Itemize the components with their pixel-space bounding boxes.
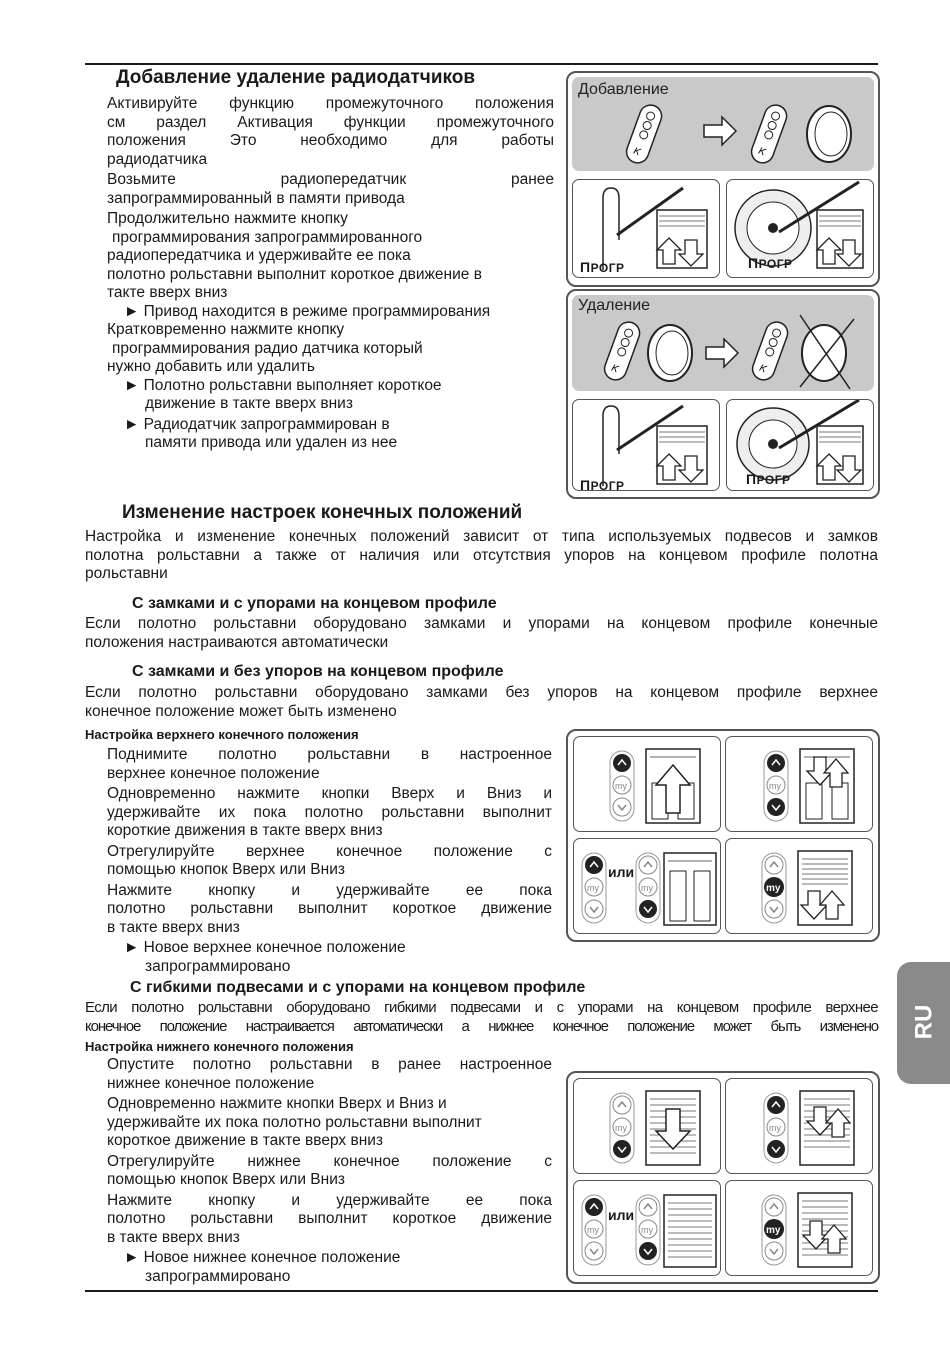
svg-text:K: K bbox=[757, 362, 768, 376]
or-label: или bbox=[608, 864, 635, 880]
section-title-add-remove: Добавление удаление радиодатчиков bbox=[116, 67, 476, 88]
procedure-title: Настройка верхнего конечного положения bbox=[85, 727, 359, 742]
up-or-down-illustration bbox=[574, 839, 720, 933]
text-line: конечное положение настраивается автоматически а нижнее конечное положение может быть изменено bbox=[85, 1017, 878, 1035]
prog-label: ПРОГР bbox=[580, 477, 625, 493]
limits-intro bbox=[85, 528, 878, 584]
text-line: Настройка и изменение конечных положений зависит от типа используемых подвесов и замков bbox=[85, 528, 878, 545]
or-label: или bbox=[608, 1207, 635, 1223]
text-line: помощью кнопок Вверх или Вниз bbox=[107, 861, 345, 878]
lower-limit-steps bbox=[107, 1056, 552, 1286]
text-line: Кратковременно нажмите кнопку bbox=[107, 321, 345, 338]
text-line: Если полотно рольставни оборудовано гибкими подвесами и с упорами на концевом профиле верхнее bbox=[85, 999, 878, 1016]
prog-label: ПРОГР bbox=[746, 471, 791, 487]
svg-text:K: K bbox=[631, 145, 642, 159]
subsection-title: С замками и с упорами на концевом профиле bbox=[132, 595, 497, 612]
bottom-rule bbox=[85, 1290, 878, 1292]
result-bullet: ► Полотно рольставни выполняет короткое bbox=[124, 376, 442, 394]
svg-text:my: my bbox=[769, 781, 781, 791]
text-line: Опустите полотно рольставни в ранее настроенное bbox=[107, 1056, 552, 1073]
text-line: в такте вверх вниз bbox=[107, 1228, 240, 1246]
figure-lower-limit bbox=[566, 1071, 880, 1284]
figure-label: Добавление bbox=[578, 81, 669, 98]
shutter-up-down-illustration bbox=[726, 1079, 872, 1173]
result-bullet: ► Новое верхнее конечное положение bbox=[124, 939, 406, 956]
text-line: верхнее конечное положение bbox=[107, 764, 320, 782]
text-line: запрограммировано bbox=[145, 957, 291, 975]
text-line: короткие движения в такте вверх вниз bbox=[107, 822, 383, 839]
step-1-panel bbox=[573, 1078, 721, 1174]
figure-label: Удаление bbox=[578, 297, 651, 314]
svg-text:my: my bbox=[641, 1225, 653, 1235]
text-line: Если полотно рольставни оборудовано замками и упорами на концевом профиле конечные bbox=[85, 615, 878, 632]
text-line: короткое движение в такте вверх вниз bbox=[107, 1132, 384, 1149]
text-line: запрограммировано bbox=[145, 1267, 291, 1285]
text-line: удерживайте их пока полотно рольставни выполнит bbox=[107, 803, 552, 821]
text-line: нужно добавить или удалить bbox=[107, 358, 315, 375]
svg-text:my: my bbox=[615, 781, 627, 791]
text-line: нижнее конечное положение bbox=[107, 1074, 315, 1092]
locks-stops-text bbox=[85, 615, 878, 652]
text-line: полотно рольставни выполнит короткое движение bbox=[107, 1210, 552, 1227]
figure-remove-sensor bbox=[566, 289, 880, 499]
step-2-panel bbox=[725, 736, 873, 832]
svg-text:K: K bbox=[609, 362, 620, 376]
remote-remove-sensor-illustration bbox=[588, 311, 878, 391]
text-line: программирования запрограммированного bbox=[112, 228, 423, 246]
prog-label: ПРОГР bbox=[580, 259, 625, 275]
text-line: положения Это необходимо для работы bbox=[107, 132, 554, 149]
remote-to-sensor-illustration bbox=[624, 98, 874, 168]
text-line: полотна рольставни а также от наличия или отсутствия упоров на концевом профиле полотна bbox=[85, 546, 878, 564]
step-4-panel bbox=[725, 1180, 873, 1276]
shutter-down-illustration bbox=[574, 1079, 720, 1173]
text-line: Активируйте функцию промежуточного положения bbox=[107, 95, 554, 112]
text-line: Отрегулируйте верхнее конечное положение с bbox=[107, 842, 552, 860]
svg-text:my: my bbox=[766, 883, 781, 894]
text-line: радиопередатчика и удерживайте ее пока bbox=[107, 247, 411, 264]
text-line: Продолжительно нажмите кнопку bbox=[107, 210, 348, 227]
subsection-title: С замками и без упоров на концевом профиле bbox=[132, 663, 504, 680]
top-rule bbox=[85, 63, 878, 65]
svg-text:my: my bbox=[615, 1123, 627, 1133]
text-line: движение в такте вверх вниз bbox=[145, 395, 353, 412]
svg-text:my: my bbox=[641, 883, 653, 893]
prog-label: ПРОГР bbox=[748, 255, 793, 271]
text-line: Нажмите кнопку и удерживайте ее пока bbox=[107, 881, 552, 899]
svg-text:my: my bbox=[587, 883, 599, 893]
text-line: в такте вверх вниз bbox=[107, 918, 240, 936]
figure-upper-limit bbox=[566, 729, 880, 942]
up-or-down-illustration bbox=[574, 1181, 720, 1275]
text-line: помощью кнопок Вверх или Вниз bbox=[107, 1171, 345, 1188]
text-line: Поднимите полотно рольставни в настроенное bbox=[107, 746, 552, 763]
section-title-limits: Изменение настроек конечных положений bbox=[122, 502, 523, 523]
result-bullet: ► Привод находится в режиме программирования bbox=[124, 302, 491, 320]
text-line: конечное положение может быть изменено bbox=[85, 702, 397, 720]
text-line: запрограммированный в памяти привода bbox=[107, 189, 405, 207]
text-line: рольставни bbox=[85, 565, 168, 582]
figure-add-sensor bbox=[566, 71, 880, 287]
text-line: программирования радио датчика который bbox=[112, 339, 423, 357]
step-2-panel bbox=[725, 1078, 873, 1174]
text-line: удерживайте их пока полотно рольставни выполнит bbox=[107, 1113, 482, 1131]
text-line: см раздел Активация функции промежуточного bbox=[107, 113, 554, 131]
procedure-title: Настройка нижнего конечного положения bbox=[85, 1039, 354, 1054]
step-4-panel bbox=[725, 838, 873, 934]
svg-text:my: my bbox=[587, 1225, 599, 1235]
flex-text bbox=[85, 999, 878, 1036]
step-1-panel bbox=[573, 736, 721, 832]
text-line: такте вверх вниз bbox=[107, 284, 228, 301]
text-line: полотно рольставни выполнит короткое движение в bbox=[107, 265, 482, 283]
my-button-illustration bbox=[726, 1181, 872, 1275]
text-line: Одновременно нажмите кнопки Вверх и Вниз и bbox=[107, 785, 552, 802]
svg-text:K: K bbox=[756, 145, 767, 159]
text-line: радиодатчика bbox=[107, 150, 208, 168]
step-3-panel bbox=[573, 1180, 721, 1276]
text-line: памяти привода или удален из нее bbox=[145, 434, 398, 451]
add-remove-text bbox=[107, 95, 554, 453]
shutter-up-illustration bbox=[574, 737, 720, 831]
result-bullet: ► Новое нижнее конечное положение bbox=[124, 1249, 401, 1266]
subsection-title: С гибкими подвесами и с упорами на концевом профиле bbox=[130, 979, 586, 996]
text-line: Если полотно рольставни оборудовано замками без упоров на концевом профиле верхнее bbox=[85, 684, 878, 701]
text-line: Одновременно нажмите кнопки Вверх и Вниз и bbox=[107, 1095, 447, 1112]
text-line: Возьмите радиопередатчик ранее bbox=[107, 171, 554, 188]
shutter-up-down-illustration bbox=[726, 737, 872, 831]
svg-text:my: my bbox=[766, 1225, 781, 1236]
text-line: Нажмите кнопку и удерживайте ее пока bbox=[107, 1191, 552, 1209]
locks-nostops-text bbox=[85, 684, 878, 721]
language-tab bbox=[897, 962, 950, 1084]
upper-limit-steps bbox=[107, 746, 552, 976]
my-button-illustration bbox=[726, 839, 872, 933]
result-bullet: ► Радиодатчик запрограммирован в bbox=[124, 415, 390, 433]
text-line: Отрегулируйте нижнее конечное положение с bbox=[107, 1152, 552, 1170]
svg-text:my: my bbox=[769, 1123, 781, 1133]
language-tab-label: RU bbox=[910, 1004, 938, 1040]
text-line: полотно рольставни выполнит короткое движение bbox=[107, 900, 552, 917]
step-3-panel bbox=[573, 838, 721, 934]
text-line: положения настраиваются автоматически bbox=[85, 633, 389, 651]
